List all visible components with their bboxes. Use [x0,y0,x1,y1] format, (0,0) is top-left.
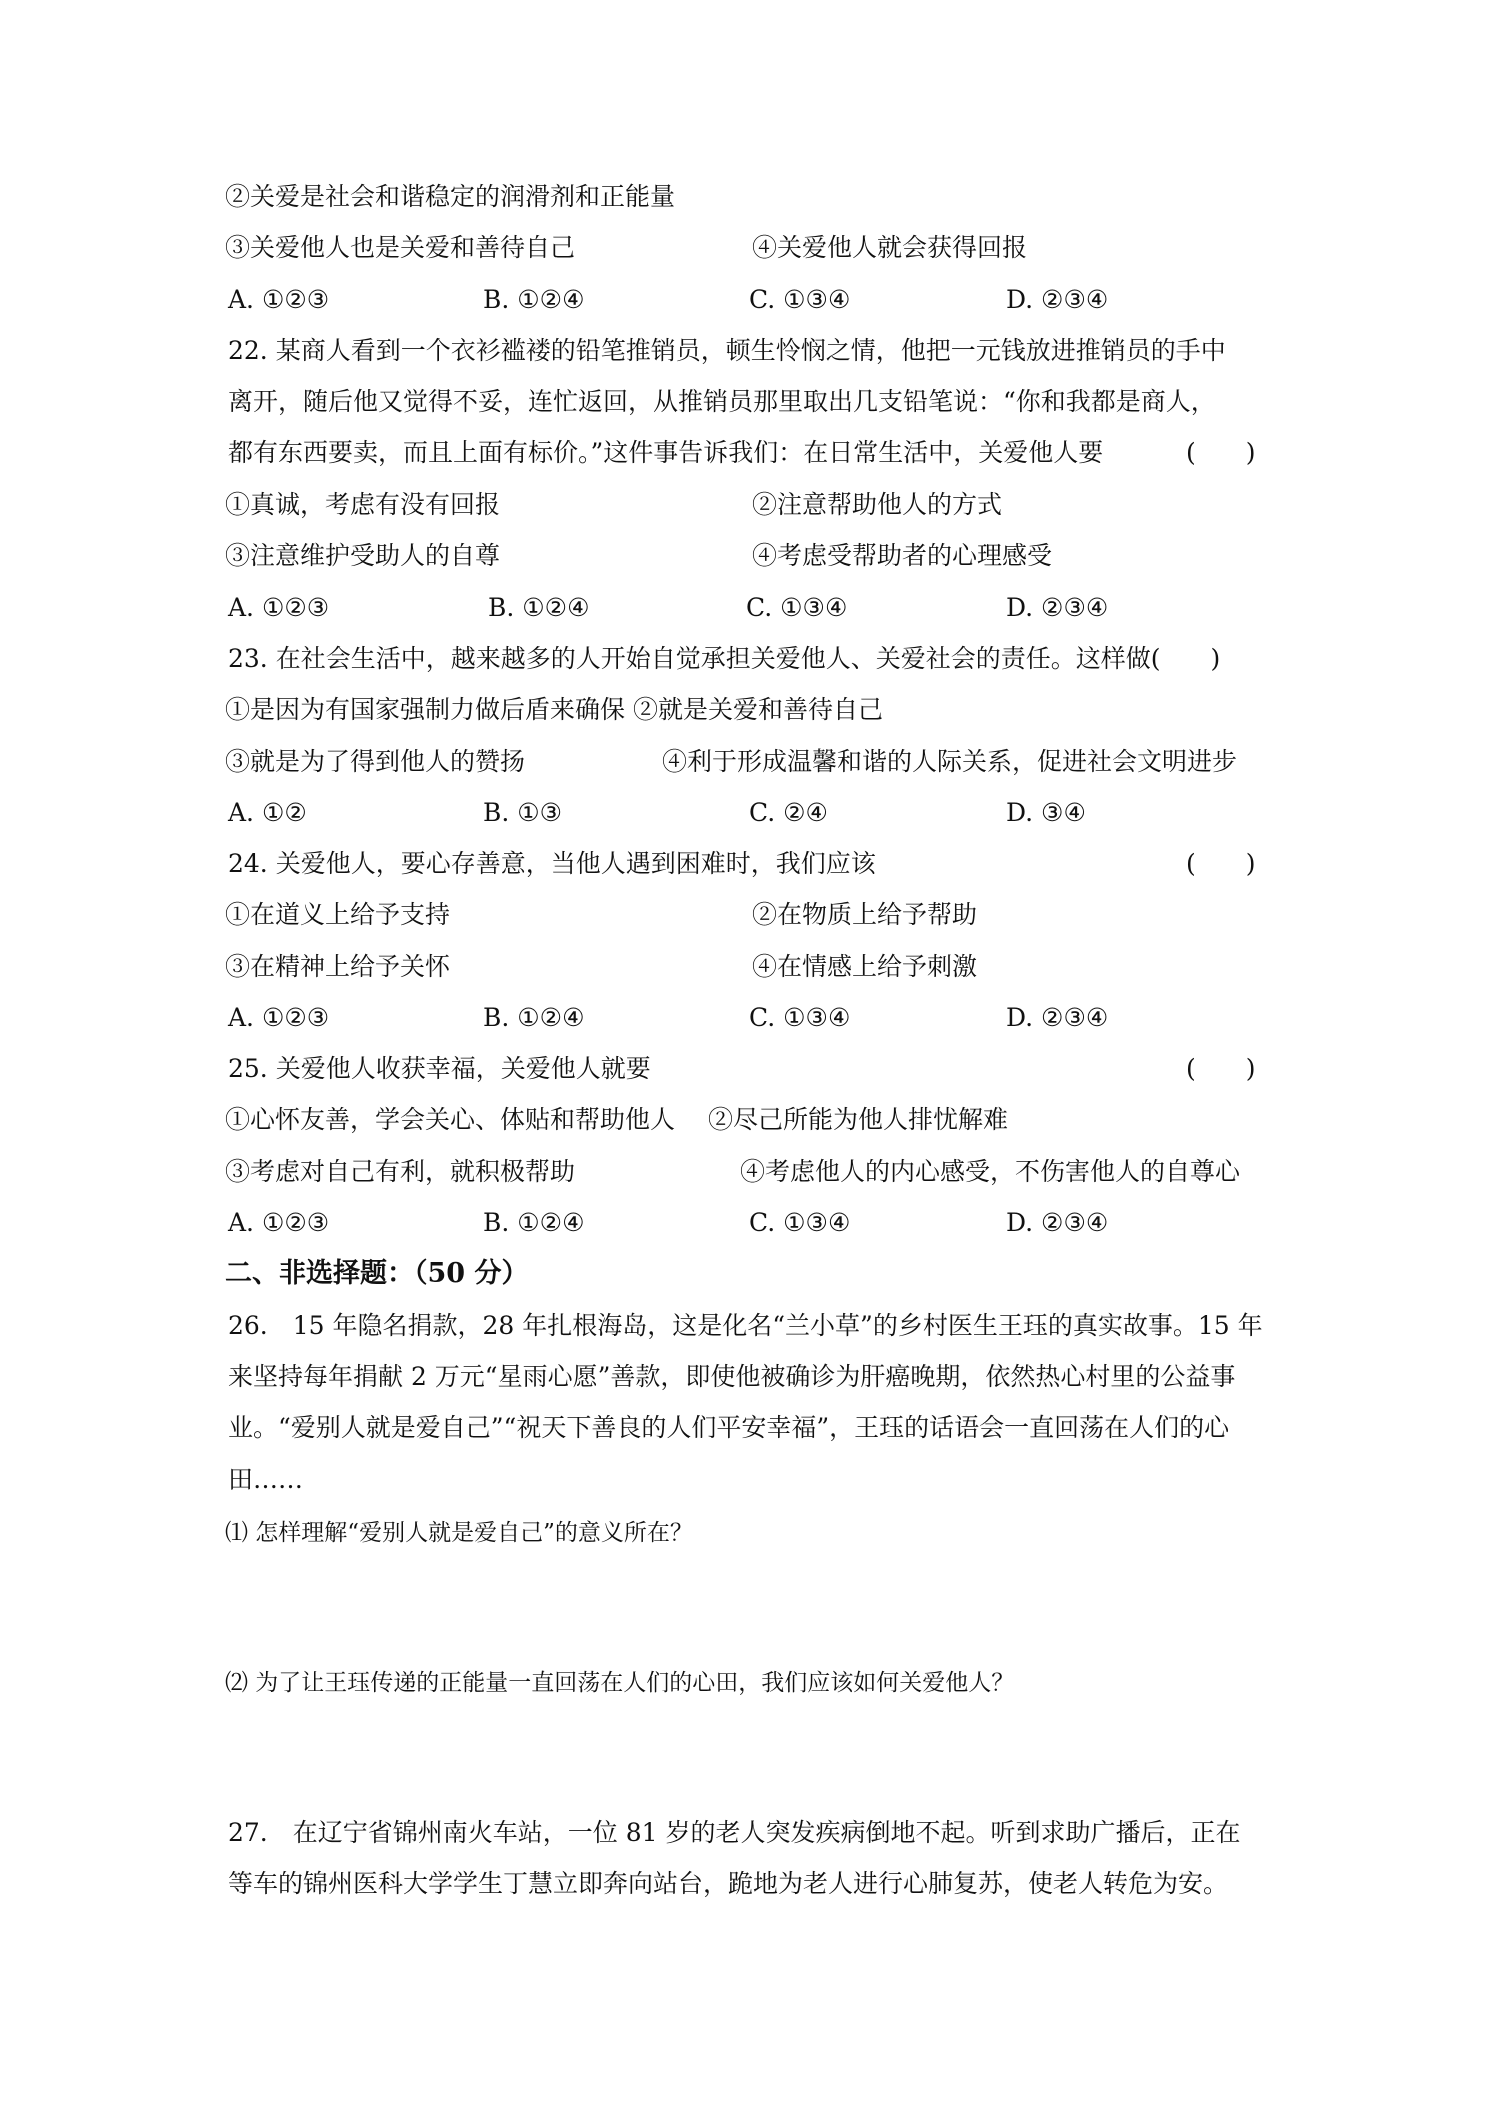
q23-item-4: ④利于形成温馨和谐的人际关系，促进社会文明进步 [662,747,1238,776]
q22-item-2: ②注意帮助他人的方式 [752,490,1003,519]
q24-option-b: B. ①②④ [483,1003,585,1032]
q22-item-3: ③注意维护受助人的自尊 [225,541,501,570]
q22-stem-line-1: 22. 某商人看到一个衣衫褴褛的铅笔推销员，顿生怜悯之情，他把一元钱放进推销员的手中 [228,336,1226,365]
q26-subquestion-1: ⑴ 怎样理解“爱别人就是爱自己”的意义所在？ [225,1520,693,1546]
q21-option-d: D. ②③④ [1006,285,1109,314]
q25-items-line-1: ①心怀友善，学会关心、体贴和帮助他人 ②尽己所能为他人排忧解难 [225,1105,1008,1134]
q21-item-2: ②关爱是社会和谐稳定的润滑剂和正能量 [225,182,676,211]
q23-item-3: ③就是为了得到他人的赞扬 [225,747,526,776]
q22-option-d: D. ②③④ [1006,593,1109,622]
q26-text-line-2: 来坚持每年捐献 2 万元“星雨心愿”善款，即使他被确诊为肝癌晚期，依然热心村里的公益事 [228,1362,1236,1391]
q24-item-1: ①在道义上给予支持 [225,900,451,929]
q22-answer-paren: ( ) [1186,438,1256,467]
q21-item-3: ③关爱他人也是关爱和善待自己 [225,233,576,262]
q22-stem-line-3: 都有东西要卖，而且上面有标价。”这件事告诉我们：在日常生活中，关爱他人要 [228,438,1104,467]
q25-option-d: D. ②③④ [1006,1208,1109,1237]
q24-option-c: C. ①③④ [749,1003,851,1032]
q23-stem: 23. 在社会生活中，越来越多的人开始自觉承担关爱他人、关爱社会的责任。这样做( ) [228,644,1221,673]
q21-option-a: A. ①②③ [228,285,330,314]
q21-option-c: C. ①③④ [749,285,851,314]
q24-item-4: ④在情感上给予刺激 [752,952,978,981]
q24-option-d: D. ②③④ [1006,1003,1109,1032]
q25-answer-paren: ( ) [1186,1054,1256,1083]
q21-option-b: B. ①②④ [483,285,585,314]
q26-text-line-4: 田…… [228,1465,304,1494]
q25-stem: 25. 关爱他人收获幸福，关爱他人就要 [228,1054,651,1083]
q26-text-line-3: 业。“爱别人就是爱自己”“祝天下善良的人们平安幸福”，王珏的话语会一直回荡在人们的心 [228,1413,1230,1442]
q24-option-a: A. ①②③ [228,1003,330,1032]
q25-item-3: ③考虑对自己有利，就积极帮助 [225,1157,576,1186]
q23-items-line-1: ①是因为有国家强制力做后盾来确保 ②就是关爱和善待自己 [225,695,883,724]
q23-option-a: A. ①② [228,798,307,827]
section-2-heading: 二、非选择题：（50 分） [225,1258,529,1289]
q22-option-c: C. ①③④ [746,593,848,622]
q22-stem-line-2: 离开，随后他又觉得不妥，连忙返回，从推销员那里取出几支铅笔说：“你和我都是商人， [228,387,1216,416]
q25-item-4: ④考虑他人的内心感受，不伤害他人的自尊心 [740,1157,1241,1186]
q22-item-1: ①真诚，考虑有没有回报 [225,490,501,519]
q22-option-b: B. ①②④ [488,593,590,622]
q23-option-d: D. ③④ [1006,798,1086,827]
q26-subquestion-2: ⑵ 为了让王珏传递的正能量一直回荡在人们的心田，我们应该如何关爱他人？ [225,1670,1015,1696]
q25-option-a: A. ①②③ [228,1208,330,1237]
q24-item-2: ②在物质上给予帮助 [752,900,978,929]
q26-text-line-1: 26. 15 年隐名捐款，28 年扎根海岛，这是化名“兰小草”的乡村医生王珏的真实故事。15 年 [228,1311,1263,1340]
q22-option-a: A. ①②③ [228,593,330,622]
q25-option-b: B. ①②④ [483,1208,585,1237]
q24-answer-paren: ( ) [1186,849,1256,878]
q24-item-3: ③在精神上给予关怀 [225,952,451,981]
q25-option-c: C. ①③④ [749,1208,851,1237]
q21-item-4: ④关爱他人就会获得回报 [752,233,1028,262]
q22-item-4: ④考虑受帮助者的心理感受 [752,541,1053,570]
q23-option-c: C. ②④ [749,798,828,827]
q23-option-b: B. ①③ [483,798,563,827]
q24-stem: 24. 关爱他人，要心存善意，当他人遇到困难时，我们应该 [228,849,876,878]
q27-text-line-2: 等车的锦州医科大学学生丁慧立即奔向站台，跪地为老人进行心肺复苏，使老人转危为安。 [228,1869,1229,1898]
q27-text-line-1: 27. 在辽宁省锦州南火车站，一位 81 岁的老人突发疾病倒地不起。听到求助广播后，正在 [228,1818,1241,1847]
